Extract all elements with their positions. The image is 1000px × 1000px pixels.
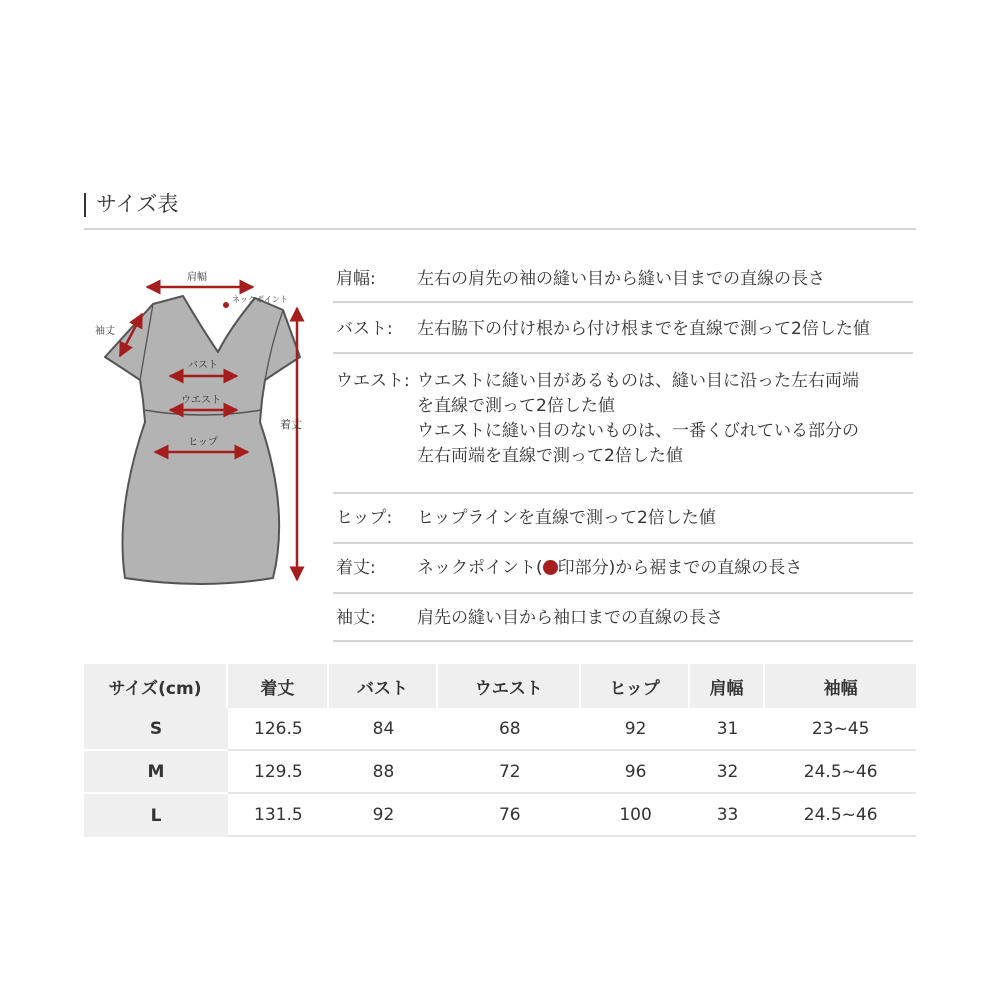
table-cell: 131.5 [228,794,329,837]
definition-line: を直線で測って2倍した値 [417,396,615,416]
definition-line: 左右の肩先の袖の縫い目から縫い目までの直線の長さ [417,269,825,289]
table-cell: 92 [581,708,689,751]
definition-line: ウエストに縫い目のないものは、一番くびれている部分の [417,421,859,441]
definition-text [417,506,912,531]
table-cell: 23~45 [765,708,916,751]
column-header-length: 着丈 [228,664,329,708]
label-waist: ウエスト [181,395,221,406]
definition-line [417,556,912,581]
column-header-hip: ヒップ [581,664,689,708]
label-neck-point: ネックポイント [232,295,288,304]
definition-text [417,556,912,581]
definition-text [417,606,912,631]
label-shoulder: 肩幅 [187,272,207,283]
label-hip: ヒップ [188,437,218,448]
definition-sleeve [333,594,913,642]
table-header-row [84,664,916,708]
definition-term: 着丈: [336,558,376,578]
page-title: サイズ表 [96,192,179,216]
neck-point-dot [223,302,229,308]
row-size-label: L [84,794,228,837]
table-cell: 24.5~46 [765,794,916,837]
measurement-definitions [333,255,913,642]
definition-bust [333,303,913,354]
definition-line: 左右脇下の付け根から付け根までを直線で測って2倍した値 [417,319,870,339]
definition-term: ウエスト: [336,371,410,391]
column-header-shoulder: 肩幅 [690,664,766,708]
table-cell: 92 [329,794,438,837]
definition-text [417,317,912,342]
definition-term: 肩幅: [336,269,376,289]
definition-term: ヒップ: [336,508,393,528]
column-header-sleeve-width: 袖幅 [765,664,916,708]
garment-diagram [95,260,320,590]
table-row [84,751,916,794]
table-cell: 31 [690,708,766,751]
table-cell: 76 [438,794,581,837]
definition-text [417,369,912,469]
table-cell: 126.5 [228,708,329,751]
definition-line: ヒップラインを直線で測って2倍した値 [417,508,716,528]
label-length: 着丈 [280,418,302,431]
definition-term: 袖丈: [336,608,376,628]
table-cell: 84 [329,708,438,751]
table-cell: 68 [438,708,581,751]
definition-hip [333,494,913,544]
definition-line: ウエストに縫い目があるものは、縫い目に沿った左右両端 [417,371,859,391]
table-cell: 32 [690,751,766,794]
table-cell: 33 [690,794,766,837]
neck-point-marker-icon [543,560,558,575]
definition-text [417,267,912,292]
row-size-label: S [84,708,228,751]
row-size-label: M [84,751,228,794]
title-accent-bar [84,193,86,217]
definition-length [333,544,913,594]
definition-shoulder [333,255,913,303]
definition-line: 肩先の縫い目から袖口までの直線の長さ [417,608,723,628]
column-header-bust: バスト [329,664,438,708]
table-cell: 96 [581,751,689,794]
label-sleeve: 袖丈 [95,326,115,337]
table-cell: 129.5 [228,751,329,794]
table-row [84,794,916,837]
table-cell: 24.5~46 [765,751,916,794]
column-header-waist: ウエスト [438,664,581,708]
size-table [84,664,916,837]
definition-term: バスト: [336,319,393,339]
definition-line-part: ネックポイント( [417,558,543,578]
definition-waist [333,354,913,494]
table-cell: 88 [329,751,438,794]
table-cell: 72 [438,751,581,794]
dress-measurement-illustration [95,260,320,590]
label-bust: バスト [188,360,218,371]
column-header-size: サイズ(cm) [84,664,228,708]
definition-line: 左右両端を直線で測って2倍した値 [417,446,683,466]
table-row [84,708,916,751]
definition-line-part: 印部分)から裾までの直線の長さ [557,558,803,578]
table-cell: 100 [581,794,689,837]
section-header [84,190,916,230]
